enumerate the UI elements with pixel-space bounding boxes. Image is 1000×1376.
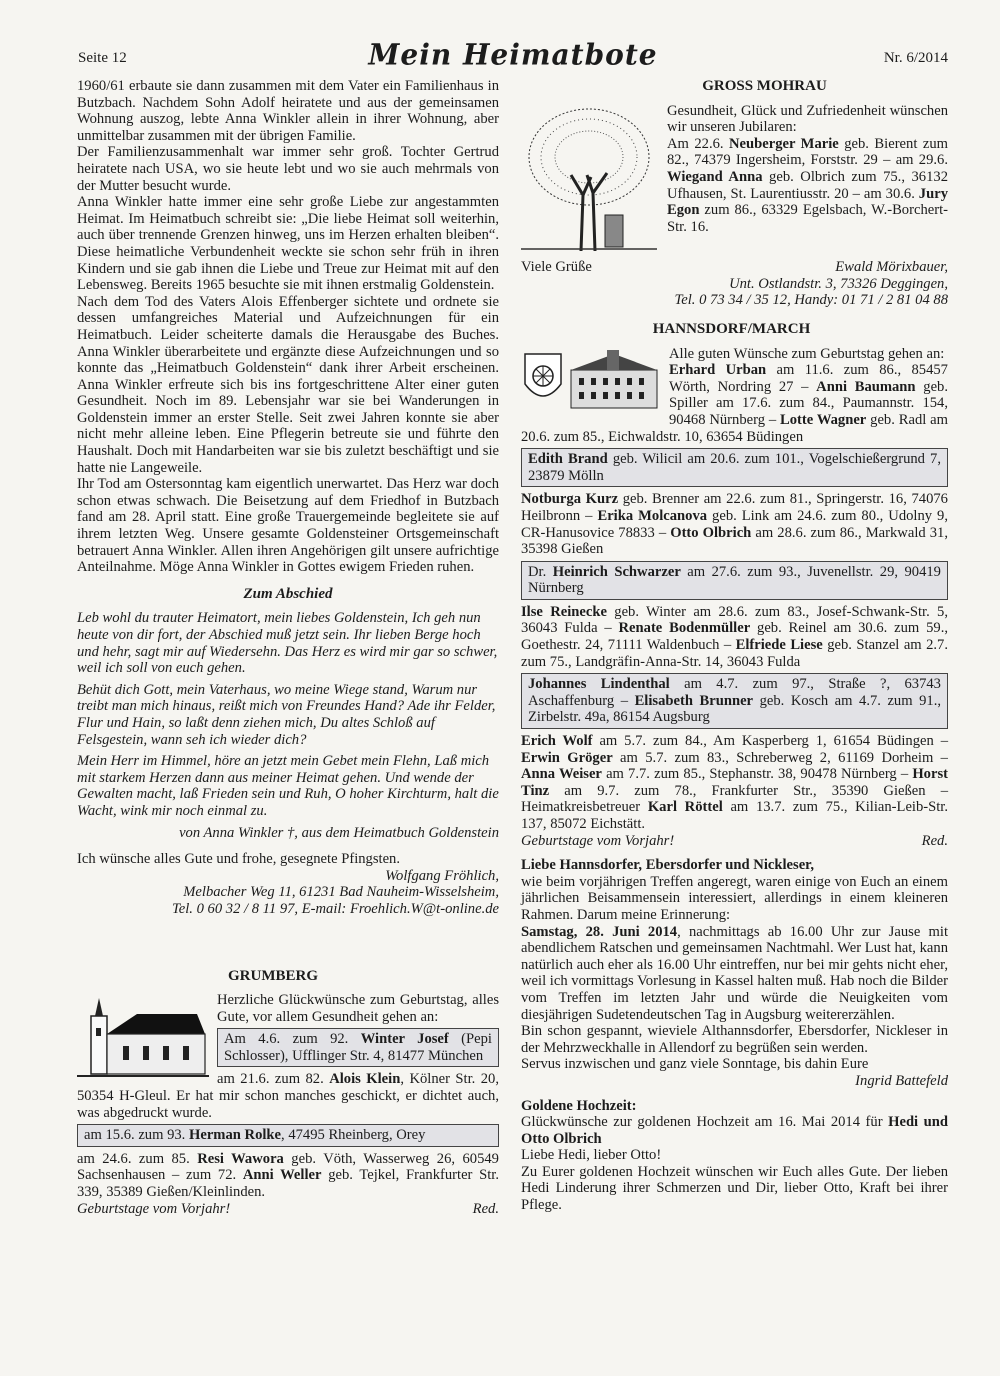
entry-text: am 27.6. zum 93., Juvenellstr. 29, 90419 Nürnberg [528, 563, 941, 597]
entry-text: am 9.7. zum 78., Frankfurter Str., 35390 Gießen – Heimatkreisbetreuer [521, 782, 948, 816]
grumberg-intro: Herzliche Glückwünsche zum Geburtstag, alles Gute, vor allem Gesundheit gehen an: [217, 992, 499, 1025]
gold-heading-text: Goldene Hochzeit: [521, 1097, 637, 1114]
entry-text: , 47495 Rheinberg, Orey [281, 1127, 426, 1144]
entry-text: geb. Wilicil am 20.6. zum 101., Vogelschießergrund 7, 23879 Mölln [528, 451, 941, 484]
entry-text: geb. Olbrich zum 75., 36132 Ufhausen, St. Laurentiusstr. 20 – am 30.6. [667, 168, 948, 202]
entry-text: geb. Kosch am 4.7. zum 91., Zirbelstr. 49a, 86154 Augsburg [528, 692, 942, 726]
person-name: Erwin Gröger [521, 749, 613, 766]
entry-text: zum 86., 63329 Egelsbach, W.-Borchert-Str. 16. [667, 202, 948, 235]
birthday-entry [521, 733, 948, 833]
entry-text: am 5.7. zum 84., Am Kasperberg 1, 61654 Büdingen – [599, 733, 948, 750]
person-name: Erich Wolf [521, 733, 593, 750]
entry-text: geb. Spiller am 17.6. zum 84., Paumannstr. 154, 90468 Nürnberg – [669, 378, 948, 428]
birthday-box [521, 673, 948, 729]
person-name: Elisabeth Brunner [634, 692, 754, 709]
paragraph: Nach dem Tod des Vaters Alois Effenberger sichtete und ordnete sie dessen umfangreiches Material und Aufzeichnungen für ein Heimatbuch. Leider scheiterte damals die Herausgabe des Buches. Anna Winkler überarbeitete und ergänzte diese Aufzeichnungen und so konnte das „Heimatbuch Goldenstein“ dank ihrer Arbeit erscheinen. Anna Winkler erfreute sich bis ins fortgeschrittene Alter einer guten Gesundheit. Noch im 89. Lebensjahr war sie bei Wanderungen in Goldenstein immer an erster Stelle. Seit zwei Jahren konnte sie aber nicht mehr alleine leben. Eine Pflegerin betreute sie und führte den Haushalt. Doch mit Handarbeiten war sie bis zuletzt beschäftigt und sie hatte nie Langeweile. [77, 293, 499, 476]
person-name: Horst Tinz [521, 766, 948, 799]
gold-paragraph [521, 1114, 948, 1147]
person-name: Karl Röttel [647, 799, 723, 816]
signature-tel: Tel. 0 73 34 / 35 12, Handy: 01 71 / 2 81 04 88 [674, 292, 948, 309]
signature-name: Ewald Mörixbauer, [835, 259, 948, 276]
person-name: Resi Wawora [197, 1150, 284, 1167]
letter-paragraph: Bin schon gespannt, wieviele Althannsdorfer, Ebersdorfer, Nickleser in der Mehrzweckhalle in Allendorf zu begrüßen sein werden. [521, 1023, 948, 1056]
gold-heading [521, 1098, 948, 1115]
poem-stanza: Mein Herr im Himmel, höre an jetzt mein Gebet mein Flehn, Laß mich mit starkem Herzen dann aus meiner Heimat gehen. Und wende der Gewalten macht, laß Frieden sein und Ruh, O hoher Kirchturm, halt die Wacht, wink mir noch einmal zu. [77, 753, 499, 819]
section-heading-gross-mohrau: GROSS MOHRAU [702, 78, 827, 94]
person-name: Neuberger Marie [729, 135, 839, 152]
entry-text: am 28.6. zum 86., Markwald 31, 35398 Gießen [521, 524, 948, 558]
letter-signature: Ingrid Battefeld [855, 1072, 948, 1089]
person-name: Elfriede Liese [735, 637, 823, 654]
page-number: Seite 12 [78, 50, 127, 66]
entry-text: Dr. [528, 563, 547, 580]
signoff [521, 259, 948, 276]
entry-text: Am 4.6. zum 92. [224, 1031, 349, 1048]
entry-text: geb. Stanzel am 2.7. zum 75., Landgräfin-Anna-Str. 14, 36043 Fulda [521, 637, 948, 670]
person-name: Alois Klein [329, 1071, 401, 1088]
letter-heading-text: Liebe Hannsdorfer, Ebersdorfer und Nickleser, [521, 857, 814, 874]
entry-text: , Kölner Str. 20, 50354 H-Gleul. Er hat mir schon manches geschickt, er dichtet auch, was abgedruckt wurde. [77, 1071, 499, 1121]
section-heading-hannsdorf: HANNSDORF/MARCH [652, 320, 811, 337]
entry-text: geb. Bierent zum 82., 74379 Ingersheim, Forststr. 29 – am 29.6. [667, 135, 948, 169]
entry-text: , nachmittags ab 16.00 Uhr zur Jause mit abendlichem Ratschen und gemeinsamen Nachtmahl. Wer Lust hat, kann natürlich auch eher als 16.00 Uhr eintreffen, nur bei mir gehts nicht eher, weil ich vormittags Vorlesung in Kassel halten muß. Hab noch die Bilder vom Treffen im letzten Jahr und würde die Neuigkeiten vom diesjährigen Sudetendeutschen Tag in Augsburg weitererzählen. [521, 923, 949, 1023]
right-column [521, 78, 948, 1214]
person-name: Erhard Urban [669, 362, 767, 379]
paragraph: Ihr Tod am Ostersonntag kam eigentlich unerwartet. Das Herz war doch schon etwas schwach. Die Beisetzung auf dem Friedhof in Butzbach fand am 28. April statt. Eine große Trauergemeinde begleitete sie auf ihrem letzten Weg. Unsere gesamte Goldensteiner Ortsgemeinschaft betrauert Anna Winkler. Allen ihren Angehörigen gilt unsere aufrichtige Anteilnahme. Möge Anna Winkler in Gottes ewigem Frieden ruhen. [77, 476, 499, 576]
person-name: Winter Josef [360, 1031, 449, 1048]
poem-stanza: Behüt dich Gott, mein Vaterhaus, wo meine Wiege stand, Warum nur treibt man mich hinaus, reißt mich von Freundes Hand? Ade ihr Felder, Flur und Hain, so laßt denn ziehen mich, Du altes Schloß auf Felsgestein, wann seh ich wieder dich? [77, 681, 496, 748]
signature-address: Melbacher Weg 11, 61231 Bad Nauheim-Wisselsheim, [183, 884, 499, 901]
event-date: Samstag, 28. Juni 2014 [521, 923, 678, 940]
entry-text: am 15.6. zum 93. [84, 1127, 186, 1144]
birthday-entry [521, 604, 948, 670]
entry-text: am 7.7. zum 85., Stephanstr. 38, 90478 Nürnberg – [606, 766, 909, 783]
paragraph: Anna Winkler hatte immer eine sehr große Liebe zur angestammten Heimat. Im Heimatbuch schreibt sie: „Die liebe Heimat soll weiterhin, auch über trennende Grenzen hinweg, uns im Herzen erhalten bleiben“. Diese heimatliche Verbundenheit weckte sie schon sehr früh in ihren Kindern und sie gab ihnen die Liebe und Treue zur Heimat mit auf den Lebensweg. Bereits 1965 besuchte sie mit ihnen erstmalig Goldenstein. [77, 194, 499, 294]
person-name: Jury Egon [667, 185, 948, 219]
birthday-box [77, 1124, 499, 1147]
wish-text: Ich wünsche alles Gute und frohe, gesegnete Pfingsten. [77, 851, 400, 868]
section-heading-grumberg: GRUMBERG [228, 967, 318, 984]
editor-mark: Red. [472, 1200, 499, 1217]
poem-title: Zum Abschied [243, 585, 333, 602]
person-name: Herman Rolke [189, 1127, 282, 1144]
paragraph: Der Familienzusammenhalt war immer sehr groß. Tochter Gertrud heiratete nach USA, wo sie heute lebt und wo sie auch mehrmals von der Mutter besucht wurde. [77, 144, 499, 194]
birthday-entry [77, 1151, 499, 1201]
person-name: Otto Olbrich [670, 524, 752, 541]
left-column [77, 78, 499, 1217]
poem-credit: von Anna Winkler †, aus dem Heimatbuch Goldenstein [179, 824, 499, 841]
entry-text: geb. Reinel am 30.6. zum 59., Goethestr. 24, 71111 Waldenbuch – [521, 620, 948, 654]
signoff [77, 1201, 499, 1218]
person-name: Wiegand Anna [667, 168, 763, 185]
person-name: Heinrich Schwarzer [552, 563, 681, 580]
person-name: Anni Weller [242, 1167, 322, 1184]
tree-image [521, 105, 657, 256]
letter-paragraph: wie beim vorjährigen Treffen angeregt, waren einige von Euch an einem jährlichen Beisammensein interessiert, allerdings in einem kleineren Rahmen. Darum meine Erinnerung: [521, 873, 948, 923]
entry-text: am 13.7. zum 75., Kilian-Leib-Str. 137, 85072 Eichstätt. [521, 799, 949, 832]
entry-text: geb. Winter am 28.6. zum 83., Josef-Schwank-Str. 5, 36043 Fulda – [521, 603, 948, 637]
person-name: Ilse Reinecke [521, 603, 607, 620]
greeting: Viele Grüße [521, 259, 592, 276]
entry-text: geb. Brenner am 22.6. zum 81., Springerstr. 16, 74076 Heilbronn – [521, 491, 948, 524]
entry-text: geb. Tejkel, Frankfurter Str. 339, 35389 Gießen/Kleinlinden. [77, 1167, 499, 1201]
birthday-box [521, 561, 948, 600]
gold-paragraph: Zu Eurer goldenen Hochzeit wünschen wir Euch alles Gute. Der lieben Hedi Linderung ihrer Schmerzen und Dir, lieber Otto, Kraft bei ihrer Pflege. [521, 1163, 948, 1214]
signature-contact: Tel. 0 60 32 / 8 11 97, E-mail: Froehlich.W@t-online.de [171, 900, 499, 917]
person-name: Notburga Kurz [521, 491, 619, 508]
entry-text: Glückwünsche zur goldenen Hochzeit am 16. Mai 2014 für [521, 1114, 883, 1131]
person-name: Hedi und Otto Olbrich [521, 1114, 948, 1147]
entry-text: geb. Link am 24.6. zum 80., Udolny 9, CR-Hanusovice 78833 – [521, 507, 948, 541]
entry-text: geb. Vöth, Wasserweg 26, 60549 Sachsenhausen – zum 72. [77, 1150, 499, 1184]
person-name: Anni Baumann [816, 378, 916, 395]
signature-address: Unt. Ostlandstr. 3, 73326 Deggingen, [729, 275, 948, 292]
letter-paragraph: Servus inzwischen und ganz viele Sonntage, bis dahin Eure [521, 1056, 869, 1073]
person-name: Johannes Lindenthal [528, 676, 670, 693]
church-image [77, 994, 209, 1085]
masthead-title: Mein Heimatbote [368, 37, 658, 72]
hanns-intro: Alle guten Wünsche zum Geburtstag gehen an: [669, 345, 945, 362]
person-name: Erika Molcanova [597, 507, 708, 524]
gold-paragraph: Liebe Hedi, lieber Otto! [521, 1147, 662, 1164]
coat-of-arms-and-castle-image [521, 348, 661, 417]
page-header [78, 38, 948, 78]
person-name: Renate Bodenmüller [618, 620, 751, 637]
entry-text: am 24.6. zum 85. [77, 1150, 190, 1167]
gross-intro: Gesundheit, Glück und Zufriedenheit wünschen wir unseren Jubilaren: [667, 102, 948, 136]
person-name: Edith Brand [528, 451, 608, 468]
entry-text: (Pepi Schlosser), Ufflinger Str. 4, 81477 München [224, 1031, 492, 1064]
birthday-entry [521, 491, 948, 557]
entry-text: am 4.7. zum 97., Straße ?, 63743 Aschaffenburg – [528, 676, 941, 709]
entry-text: am 5.7. zum 83., Schreberweg 2, 61169 Dorheim – [620, 749, 948, 766]
poem [77, 610, 499, 841]
entry-text: am 11.6. zum 86., 85457 Wörth, Nordring 27 – [669, 362, 948, 395]
signoff [521, 833, 948, 850]
signature-name: Wolfgang Fröhlich, [385, 867, 499, 884]
person-name: Anna Weiser [521, 766, 602, 783]
entry-text: geb. Radl am 20.6. zum 85., Eichwaldstr. 10, 63654 Büdingen [521, 411, 948, 445]
entry-text: am 21.6. zum 82. [217, 1071, 324, 1088]
letter-paragraph [521, 924, 948, 1024]
birthday-box [217, 1028, 499, 1067]
issue-number: Nr. 6/2014 [883, 50, 948, 66]
person-name: Lotte Wagner [780, 411, 867, 428]
birthday-box [521, 448, 948, 487]
paragraph: 1960/61 erbaute sie dann zusammen mit dem Vater ein Familienhaus in Butzbach. Nachdem Sohn Adolf heiratete und aus der gemeinsamen Wohnung auszog, lebte Anna Winkler allein in ihrer Wohnung, aber unmittelbar zusammen mit der übrigen Familie. [77, 78, 499, 144]
entry-text: Am 22.6. [667, 135, 724, 152]
note: Geburtstage vom Vorjahr! [77, 1200, 231, 1217]
poem-stanza: Leb wohl du trauter Heimatort, mein liebes Goldenstein, Ich geh nun heute von dir fort, der Abschied muß jetzt sein. Ihr lieben Berge hoch und hehr, sagt mir auf Wiedersehn. Das Herz es wird mir gar so schwer, weil ich soll von euch gehen. [77, 610, 498, 677]
letter-heading [521, 857, 948, 874]
editor-mark: Red. [921, 832, 948, 849]
note: Geburtstage vom Vorjahr! [521, 832, 675, 849]
